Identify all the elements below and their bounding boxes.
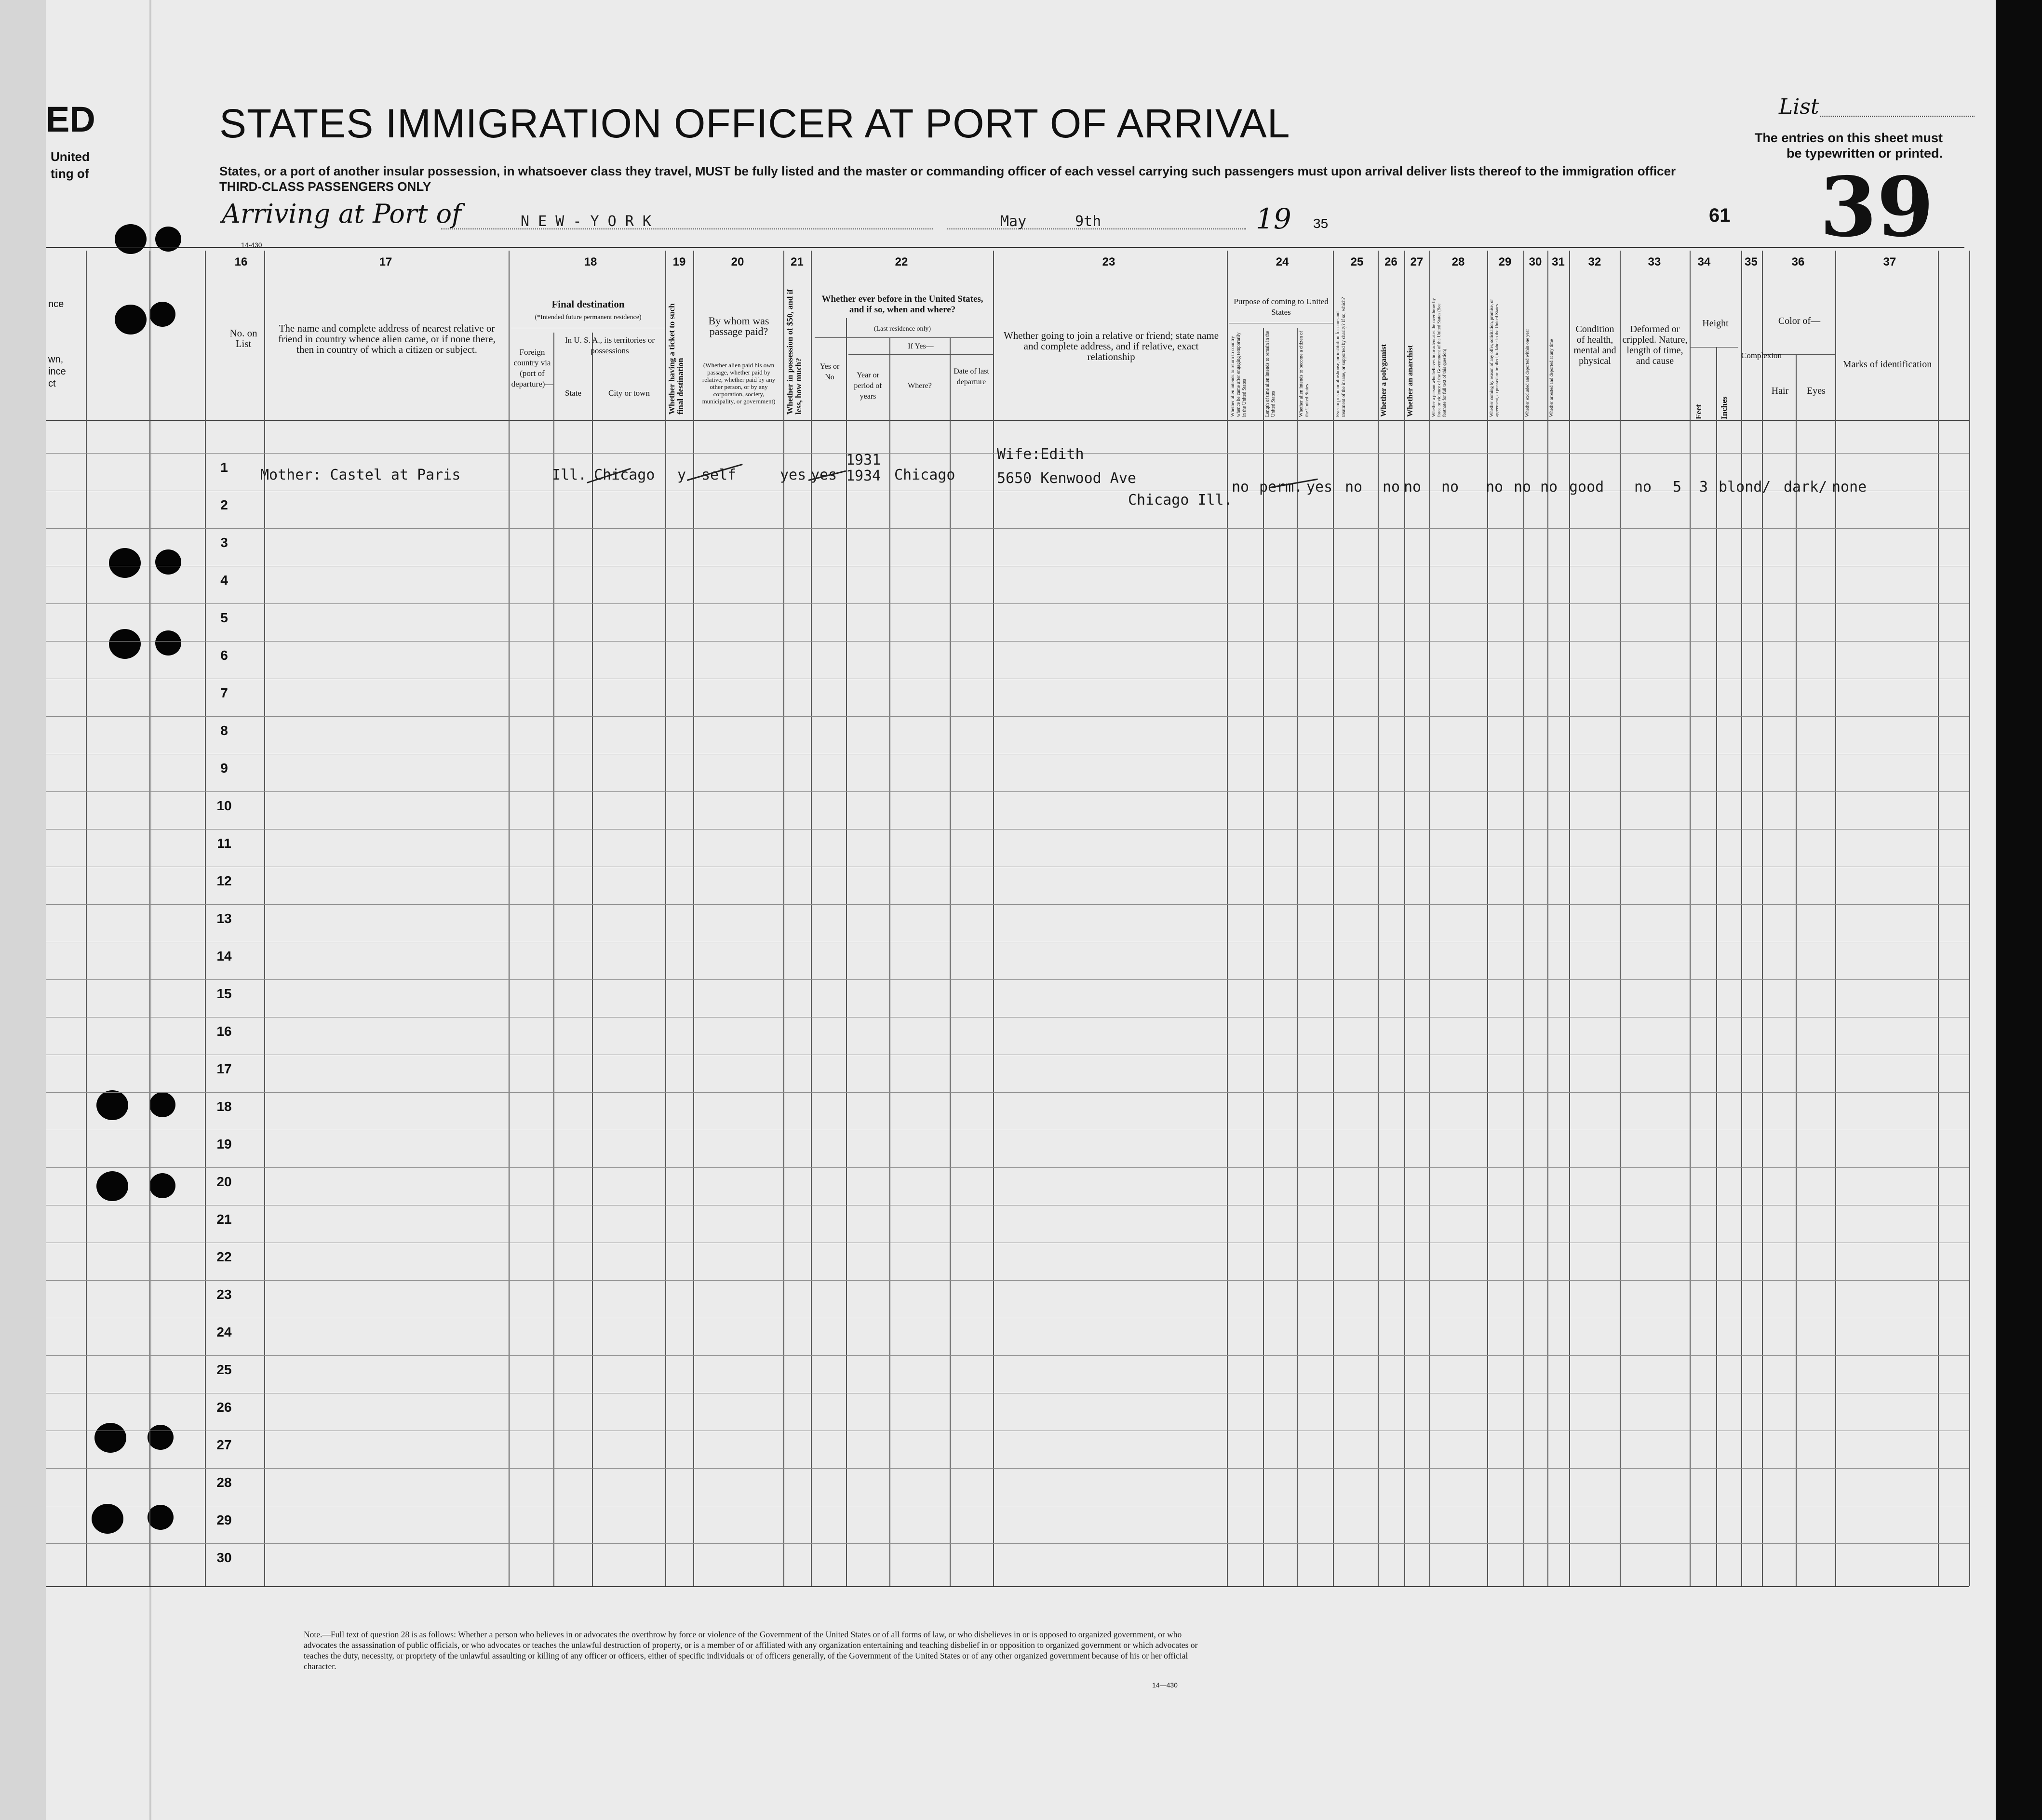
entry-where: Chicago <box>894 467 955 483</box>
entry-marks: none <box>1832 479 1867 495</box>
row-number: 25 <box>216 1362 232 1377</box>
table-row-line <box>46 1355 1969 1356</box>
row-number: 5 <box>220 610 228 625</box>
row-number: 30 <box>216 1550 232 1565</box>
col-num-18: 18 <box>584 255 597 268</box>
header-polygamist: Whether a polygamist <box>1380 344 1388 417</box>
entry-city: Chicago <box>594 467 655 483</box>
col-num-29: 29 <box>1498 255 1512 268</box>
header-purpose-b: Length of time alien intends to remain in the United States <box>1265 331 1276 417</box>
header-final-destination-sub: (*Intended future permanent residence) <box>535 314 642 321</box>
header-final-destination: Final destination <box>551 298 625 310</box>
row-number: 11 <box>217 836 231 851</box>
entry-anarchist: no <box>1404 479 1422 495</box>
entries-note-line-1: The entries on this sheet must <box>1754 131 1943 145</box>
row-number: 26 <box>216 1400 232 1415</box>
row-number: 8 <box>220 723 228 738</box>
row-lines <box>46 453 1969 1586</box>
entry-join-address-2: Chicago Ill. <box>1128 492 1233 509</box>
table-row-line <box>46 1092 1969 1093</box>
footnote: Note.—Full text of question 28 is as follows: Whether a person who believes in or advocates the overthrow by force or violence of the Government of the United States or of all forms of law, or who disbelieves in or is opposed to organized government, or who advocates the assassination of public officials, or who advocates or teaches the unlawful destruction of property, or is a member of or affiliated with any organization entertaining and teaching disbelief in or opposition to organized government or which advocates or teaches the duty, necessity, or propriety of the unlawful assaulting or killing of any officer or officers, either of specific individuals or of officers generally, of the Government of the United States or of any other organized government because of his or her official character. <box>304 1630 1198 1671</box>
entry-purpose-c: yes <box>1306 479 1333 495</box>
left-col-fragment-1: nce <box>48 299 64 309</box>
right-scan-border <box>1996 0 2042 1820</box>
port-line <box>441 228 933 229</box>
header-money: Whether in possession of $50, and if less, how much? <box>785 289 803 415</box>
header-passage-paid: By whom was passage paid? <box>708 315 769 337</box>
row-number: 1 <box>220 460 228 475</box>
entry-complexion: blond/ <box>1719 479 1771 495</box>
header-marks: Marks of identification <box>1842 359 1932 370</box>
col-num-37: 37 <box>1883 255 1896 268</box>
punch-hole <box>115 305 147 335</box>
entry-money: yes <box>780 467 806 483</box>
row-number: 3 <box>220 535 228 550</box>
row-number: 18 <box>216 1099 232 1114</box>
table-top-rule <box>46 247 1964 253</box>
left-fragment-big: ED <box>46 99 95 139</box>
header-city: City or town <box>608 388 650 398</box>
table-row-line <box>46 829 1969 830</box>
table-row-line <box>46 1167 1969 1168</box>
entries-note <box>1731 130 1943 161</box>
row-number: 6 <box>220 648 228 663</box>
header-period: Year or period of years <box>854 371 882 401</box>
header-before-sub: (Last residence only) <box>873 325 931 333</box>
col-num-32: 32 <box>1588 255 1601 268</box>
col-num-31: 31 <box>1552 255 1565 268</box>
header-color-of: Color of— <box>1778 316 1821 326</box>
header-ticket: Whether having a ticket to such final destination <box>667 303 685 415</box>
header-anarchist: Whether an anarchist <box>1406 345 1414 417</box>
entry-deformed: no <box>1634 479 1652 495</box>
table-row-line <box>46 1543 1969 1544</box>
form-number-bottom: 14—430 <box>1152 1681 1178 1689</box>
entry-relative: Mother: Castel at Paris <box>260 467 461 483</box>
table-row-line <box>46 528 1969 529</box>
entry-join-name: Wife:Edith <box>997 446 1084 463</box>
header-purpose-a: Whether alien intends to return to country whence he came after engaging temporarily in the United States <box>1230 332 1247 417</box>
header-foreign-country: Foreign country via (port of departure)— <box>511 348 553 388</box>
entry-inches: 3 <box>1699 479 1708 495</box>
left-fragment-line-2: ting of <box>51 166 89 181</box>
class-line: THIRD-CLASS PASSENGERS ONLY <box>219 179 431 194</box>
left-col-fragment-4: ct <box>48 378 56 389</box>
header-eyes: Eyes <box>1807 386 1826 396</box>
header-state: State <box>565 388 581 398</box>
col-num-34: 34 <box>1697 255 1711 268</box>
row-number: 23 <box>216 1287 232 1302</box>
header-passage-paid-sub: (Whether alien paid his own passage, whether paid by relative, whether paid by any other person, or by any corporation, society, municipality, or government) <box>702 361 776 405</box>
row-number: 15 <box>216 986 232 1001</box>
row-number: 2 <box>220 497 228 512</box>
table-row-line <box>46 1280 1969 1281</box>
small-number: 61 <box>1709 205 1731 226</box>
entry-state: Ill. <box>552 467 587 483</box>
col-num-33: 33 <box>1648 255 1661 268</box>
entry-overthrow: no <box>1441 479 1459 495</box>
col-num-21: 21 <box>791 255 804 268</box>
form-number-top: 14-430 <box>241 241 262 249</box>
entry-health: good <box>1569 479 1604 495</box>
entry-purpose-a: no <box>1232 479 1249 495</box>
col-num-20: 20 <box>731 255 744 268</box>
entry-excluded: no <box>1514 479 1532 495</box>
header-relative: The name and complete address of nearest relative or friend in country whence alien came, or if none there, then in country of which a citizen or subject. <box>278 322 496 355</box>
year-suffix: 35 <box>1313 216 1329 231</box>
header-before-in-us: Whether ever before in the United States, and if so, when and where? <box>821 294 983 315</box>
header-purpose: Purpose of coming to United States <box>1234 297 1329 317</box>
row-number: 27 <box>216 1437 232 1452</box>
col-num-17: 17 <box>379 255 392 268</box>
header-bottom-rule <box>46 420 1969 421</box>
row-number: 19 <box>216 1137 232 1151</box>
row-number: 10 <box>216 798 232 813</box>
header-where: Where? <box>908 382 932 390</box>
row-number: 16 <box>216 1024 232 1039</box>
header-labor: Whether coming by reason of any offer, solicitation, promise, or agreement, expressed or implied, to labor in the United States <box>1490 299 1500 417</box>
col-num-16: 16 <box>234 255 248 268</box>
entries-note-line-2: be typewritten or printed. <box>1786 146 1943 161</box>
entry-hair: dark/ <box>1784 479 1827 495</box>
row-number: 29 <box>216 1512 232 1527</box>
header-date: Date of last departure <box>954 367 989 386</box>
col-num-27: 27 <box>1410 255 1424 268</box>
header-hair: Hair <box>1771 386 1789 396</box>
entry-year-2: 1934 <box>846 468 881 484</box>
left-col-fragment-2: wn, <box>48 354 64 365</box>
arriving-label: Arriving at Port of <box>222 199 462 229</box>
entry-prison: no <box>1345 479 1363 495</box>
day-value: 9th <box>1075 213 1102 230</box>
col-num-25: 25 <box>1350 255 1364 268</box>
header-purpose-c: Whether alien intends to become a citizen of the United States <box>1299 331 1310 417</box>
sheet-number: 39 <box>1820 159 1934 255</box>
port-value: N E W - Y O R K <box>521 213 651 230</box>
header-height: Height <box>1702 318 1729 329</box>
header-going-to-join: Whether going to join a relative or friend; state name and complete address, and if relative, exact relationship <box>1003 330 1219 362</box>
table-row-line <box>46 603 1969 604</box>
header-feet: Feet <box>1694 404 1703 419</box>
entry-year-1: 1931 <box>846 452 881 468</box>
row-number: 12 <box>216 873 232 888</box>
col-num-23: 23 <box>1102 255 1115 268</box>
entry-purpose-b: perm. <box>1259 479 1303 495</box>
subtitle: States, or a port of another insular possession, in whatsoever class they travel, MUST be fully listed and the master or commanding officer of each vessel carrying such passengers must upon arrival deliver lists thereof to the immigration officer <box>219 164 1676 178</box>
row-number: 20 <box>216 1174 232 1189</box>
year-prefix: 19 <box>1256 202 1291 235</box>
table-row-line <box>46 791 1969 792</box>
col-num-24: 24 <box>1276 255 1289 268</box>
entry-join-address-1: 5650 Kenwood Ave <box>997 470 1136 487</box>
col-num-28: 28 <box>1451 255 1465 268</box>
col-num-22: 22 <box>895 255 908 268</box>
row-number: 13 <box>216 911 232 926</box>
row-number: 28 <box>216 1475 232 1490</box>
col-num-30: 30 <box>1529 255 1542 268</box>
entry-ticket: y <box>677 467 686 483</box>
row-number: 4 <box>220 573 228 588</box>
left-col-fragment-3: ince <box>48 366 66 377</box>
table-row-line <box>46 904 1969 905</box>
col-num-36: 36 <box>1791 255 1805 268</box>
row-number: 24 <box>216 1325 232 1339</box>
entry-before-yes: yes <box>811 467 837 483</box>
subheader-line <box>848 354 993 355</box>
column-line <box>1969 251 1970 1586</box>
entry-labor: no <box>1486 479 1504 495</box>
subheader-line <box>1690 347 1738 348</box>
row-number: 22 <box>216 1249 232 1264</box>
header-prison: Ever in prison or almshouse, or institution for care and treatment of the insane, or supported by charity? If so, which? <box>1335 297 1346 417</box>
list-number-line <box>1820 116 1975 117</box>
header-inches: Inches <box>1720 396 1729 419</box>
punch-hole <box>149 302 175 327</box>
list-label: List <box>1779 94 1819 119</box>
header-yes-no: Yes or No <box>819 362 840 381</box>
header-complexion: Complexion <box>1741 351 1782 360</box>
entry-paid-by: self <box>701 467 737 483</box>
left-page-strip <box>0 0 46 1820</box>
row-number: 7 <box>220 685 228 700</box>
table-row-line <box>46 979 1969 980</box>
left-fragment-line-1: United <box>51 149 90 164</box>
table-row-line <box>46 716 1969 717</box>
header-health: Condition of health, mental and physical <box>1573 324 1616 366</box>
subheader-line <box>815 337 993 338</box>
row-number: 21 <box>216 1212 232 1227</box>
entry-polygamist: no <box>1383 479 1400 495</box>
header-deformed: Deformed or crippled. Nature, length of time, and cause <box>1622 324 1688 366</box>
entry-arrested: no <box>1540 479 1558 495</box>
table-bottom-rule <box>46 1586 1969 1587</box>
page-title: STATES IMMIGRATION OFFICER AT PORT OF ARRIVAL <box>219 101 1290 146</box>
row-number: 9 <box>220 761 228 776</box>
table-row-line <box>46 1468 1969 1469</box>
header-no-on-list: No. on List <box>229 327 257 349</box>
row-number: 17 <box>216 1061 232 1076</box>
row-number: 14 <box>216 949 232 964</box>
col-num-26: 26 <box>1384 255 1397 268</box>
header-overthrow: Whether a person who believes in or advocates the overthrow by force or violence of the Government of the United States (See footnote for full text of this question) <box>1432 298 1447 417</box>
month-value: May <box>1000 213 1027 230</box>
col-num-19: 19 <box>672 255 686 268</box>
entry-feet: 5 <box>1673 479 1682 495</box>
col-num-35: 35 <box>1745 255 1758 268</box>
header-excluded: Whether excluded and deported within one year <box>1525 329 1530 417</box>
header-arrested: Whether arrested and deported at any time <box>1549 339 1554 417</box>
header-if-yes: If Yes— <box>908 342 934 350</box>
header-usa: In U. S. A., its territories or possessions <box>564 335 655 355</box>
table-row-line <box>46 641 1969 642</box>
